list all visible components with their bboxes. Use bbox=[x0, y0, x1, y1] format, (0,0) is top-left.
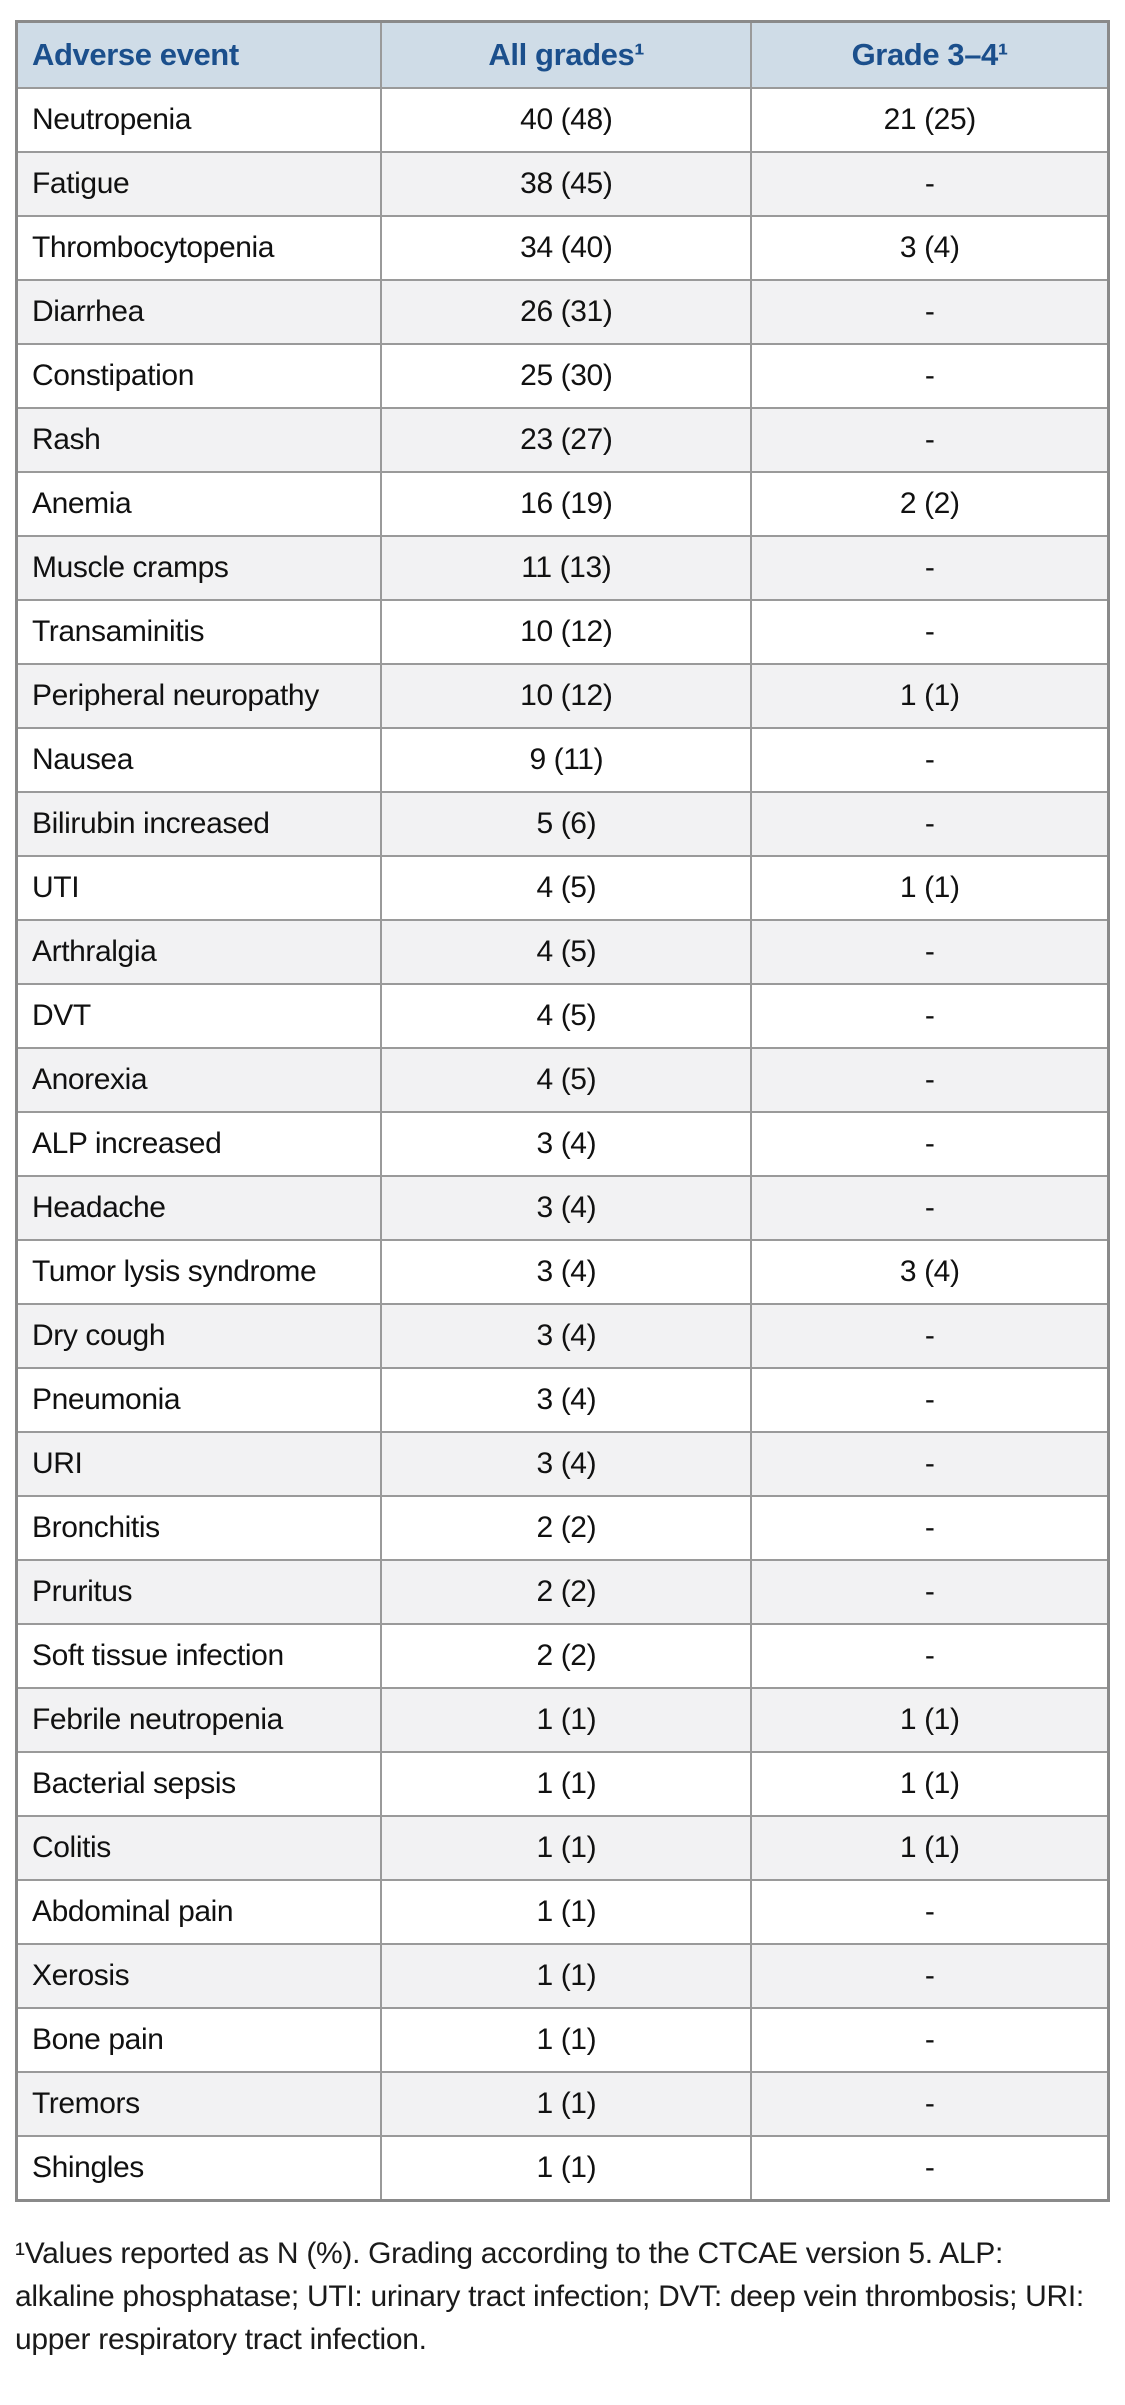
adverse-event-cell: Pruritus bbox=[17, 1560, 382, 1624]
all-grades-cell: 1 (1) bbox=[381, 2008, 751, 2072]
grade-3-4-cell: - bbox=[751, 1560, 1108, 1624]
all-grades-cell: 5 (6) bbox=[381, 792, 751, 856]
all-grades-cell: 3 (4) bbox=[381, 1432, 751, 1496]
table-row bbox=[17, 472, 1109, 536]
adverse-event-cell: Tumor lysis syndrome bbox=[17, 1240, 382, 1304]
grade-3-4-cell: 1 (1) bbox=[751, 1752, 1108, 1816]
grade-3-4-cell: - bbox=[751, 1112, 1108, 1176]
adverse-event-cell: Diarrhea bbox=[17, 280, 382, 344]
grade-3-4-cell: - bbox=[751, 2072, 1108, 2136]
adverse-event-cell: DVT bbox=[17, 984, 382, 1048]
grade-3-4-cell: - bbox=[751, 1368, 1108, 1432]
all-grades-cell: 4 (5) bbox=[381, 920, 751, 984]
grade-3-4-cell: 1 (1) bbox=[751, 664, 1108, 728]
all-grades-cell: 1 (1) bbox=[381, 2072, 751, 2136]
table-row bbox=[17, 536, 1109, 600]
table-row bbox=[17, 2136, 1109, 2201]
grade-3-4-cell: - bbox=[751, 1304, 1108, 1368]
table-row bbox=[17, 1880, 1109, 1944]
table-row bbox=[17, 1432, 1109, 1496]
table-row bbox=[17, 856, 1109, 920]
all-grades-cell: 10 (12) bbox=[381, 600, 751, 664]
grade-3-4-cell: - bbox=[751, 536, 1108, 600]
adverse-event-cell: Xerosis bbox=[17, 1944, 382, 2008]
adverse-event-cell: Transaminitis bbox=[17, 600, 382, 664]
grade-3-4-cell: - bbox=[751, 1496, 1108, 1560]
table-row bbox=[17, 88, 1109, 152]
table-row bbox=[17, 1368, 1109, 1432]
all-grades-cell: 38 (45) bbox=[381, 152, 751, 216]
all-grades-cell: 4 (5) bbox=[381, 984, 751, 1048]
adverse-event-cell: Dry cough bbox=[17, 1304, 382, 1368]
grade-3-4-cell: 1 (1) bbox=[751, 1816, 1108, 1880]
all-grades-cell: 23 (27) bbox=[381, 408, 751, 472]
all-grades-cell: 1 (1) bbox=[381, 1816, 751, 1880]
adverse-event-cell: Tremors bbox=[17, 2072, 382, 2136]
table-row bbox=[17, 664, 1109, 728]
all-grades-cell: 11 (13) bbox=[381, 536, 751, 600]
header-all-grades: All grades¹ bbox=[381, 22, 751, 89]
grade-3-4-cell: - bbox=[751, 2136, 1108, 2201]
all-grades-cell: 26 (31) bbox=[381, 280, 751, 344]
adverse-event-cell: Shingles bbox=[17, 2136, 382, 2201]
adverse-event-cell: Muscle cramps bbox=[17, 536, 382, 600]
table-row bbox=[17, 1816, 1109, 1880]
adverse-event-cell: Nausea bbox=[17, 728, 382, 792]
grade-3-4-cell: - bbox=[751, 1432, 1108, 1496]
adverse-event-cell: URI bbox=[17, 1432, 382, 1496]
adverse-event-cell: Soft tissue infection bbox=[17, 1624, 382, 1688]
grade-3-4-cell: - bbox=[751, 2008, 1108, 2072]
table-row bbox=[17, 728, 1109, 792]
all-grades-cell: 25 (30) bbox=[381, 344, 751, 408]
adverse-event-cell: Neutropenia bbox=[17, 88, 382, 152]
all-grades-cell: 2 (2) bbox=[381, 1496, 751, 1560]
grade-3-4-cell: - bbox=[751, 728, 1108, 792]
adverse-event-cell: Peripheral neuropathy bbox=[17, 664, 382, 728]
adverse-event-cell: Pneumonia bbox=[17, 1368, 382, 1432]
table-row bbox=[17, 1112, 1109, 1176]
all-grades-cell: 10 (12) bbox=[381, 664, 751, 728]
adverse-event-cell: Thrombocytopenia bbox=[17, 216, 382, 280]
all-grades-cell: 16 (19) bbox=[381, 472, 751, 536]
table-row bbox=[17, 2008, 1109, 2072]
adverse-event-cell: Anemia bbox=[17, 472, 382, 536]
grade-3-4-cell: 1 (1) bbox=[751, 856, 1108, 920]
adverse-events-table bbox=[15, 20, 1110, 2202]
adverse-event-cell: Colitis bbox=[17, 1816, 382, 1880]
all-grades-cell: 2 (2) bbox=[381, 1560, 751, 1624]
all-grades-cell: 1 (1) bbox=[381, 1880, 751, 1944]
grade-3-4-cell: - bbox=[751, 600, 1108, 664]
all-grades-cell: 1 (1) bbox=[381, 2136, 751, 2201]
all-grades-cell: 3 (4) bbox=[381, 1368, 751, 1432]
all-grades-cell: 4 (5) bbox=[381, 856, 751, 920]
header-grade-3-4: Grade 3–4¹ bbox=[751, 22, 1108, 89]
table-row bbox=[17, 1752, 1109, 1816]
all-grades-cell: 3 (4) bbox=[381, 1240, 751, 1304]
adverse-event-cell: Bone pain bbox=[17, 2008, 382, 2072]
table-row bbox=[17, 280, 1109, 344]
adverse-event-cell: Abdominal pain bbox=[17, 1880, 382, 1944]
header-adverse-event: Adverse event bbox=[17, 22, 382, 89]
grade-3-4-cell: 1 (1) bbox=[751, 1688, 1108, 1752]
adverse-event-cell: Bacterial sepsis bbox=[17, 1752, 382, 1816]
grade-3-4-cell: - bbox=[751, 344, 1108, 408]
all-grades-cell: 1 (1) bbox=[381, 1944, 751, 2008]
adverse-event-cell: Fatigue bbox=[17, 152, 382, 216]
grade-3-4-cell: - bbox=[751, 792, 1108, 856]
adverse-event-cell: Anorexia bbox=[17, 1048, 382, 1112]
grade-3-4-cell: 2 (2) bbox=[751, 472, 1108, 536]
adverse-event-cell: ALP increased bbox=[17, 1112, 382, 1176]
grade-3-4-cell: - bbox=[751, 152, 1108, 216]
all-grades-cell: 3 (4) bbox=[381, 1304, 751, 1368]
grade-3-4-cell: - bbox=[751, 280, 1108, 344]
all-grades-cell: 3 (4) bbox=[381, 1112, 751, 1176]
table-header bbox=[17, 22, 1109, 89]
grade-3-4-cell: - bbox=[751, 1048, 1108, 1112]
all-grades-cell: 3 (4) bbox=[381, 1176, 751, 1240]
table-footnote: ¹Values reported as N (%). Grading according to the CTCAE version 5. ALP: alkaline phosphatase; UTI: urinary tract infection; DVT: deep vein thrombosis; URI: upper respiratory tract infection. bbox=[15, 2237, 1084, 2356]
adverse-event-cell: UTI bbox=[17, 856, 382, 920]
all-grades-cell: 40 (48) bbox=[381, 88, 751, 152]
grade-3-4-cell: - bbox=[751, 1176, 1108, 1240]
table-row bbox=[17, 2072, 1109, 2136]
table-row bbox=[17, 152, 1109, 216]
table-row bbox=[17, 600, 1109, 664]
table-row bbox=[17, 1944, 1109, 2008]
all-grades-cell: 1 (1) bbox=[381, 1688, 751, 1752]
adverse-events-table-container bbox=[15, 20, 1110, 2202]
adverse-event-cell: Febrile neutropenia bbox=[17, 1688, 382, 1752]
all-grades-cell: 9 (11) bbox=[381, 728, 751, 792]
table-row bbox=[17, 920, 1109, 984]
grade-3-4-cell: - bbox=[751, 1880, 1108, 1944]
adverse-event-cell: Constipation bbox=[17, 344, 382, 408]
table-row bbox=[17, 792, 1109, 856]
table-row bbox=[17, 984, 1109, 1048]
table-row bbox=[17, 1688, 1109, 1752]
table-row bbox=[17, 344, 1109, 408]
table-row bbox=[17, 1048, 1109, 1112]
all-grades-cell: 4 (5) bbox=[381, 1048, 751, 1112]
all-grades-cell: 34 (40) bbox=[381, 216, 751, 280]
grade-3-4-cell: - bbox=[751, 920, 1108, 984]
table-row bbox=[17, 1240, 1109, 1304]
grade-3-4-cell: 3 (4) bbox=[751, 216, 1108, 280]
table-row bbox=[17, 1176, 1109, 1240]
table-row bbox=[17, 408, 1109, 472]
all-grades-cell: 1 (1) bbox=[381, 1752, 751, 1816]
adverse-event-cell: Arthralgia bbox=[17, 920, 382, 984]
table-row bbox=[17, 216, 1109, 280]
grade-3-4-cell: - bbox=[751, 1624, 1108, 1688]
table-row bbox=[17, 1496, 1109, 1560]
header-row bbox=[17, 22, 1109, 89]
table-row bbox=[17, 1624, 1109, 1688]
grade-3-4-cell: - bbox=[751, 984, 1108, 1048]
adverse-event-cell: Bilirubin increased bbox=[17, 792, 382, 856]
table-body bbox=[17, 88, 1109, 2201]
grade-3-4-cell: - bbox=[751, 1944, 1108, 2008]
grade-3-4-cell: 21 (25) bbox=[751, 88, 1108, 152]
all-grades-cell: 2 (2) bbox=[381, 1624, 751, 1688]
table-row bbox=[17, 1560, 1109, 1624]
table-row bbox=[17, 1304, 1109, 1368]
adverse-event-cell: Rash bbox=[17, 408, 382, 472]
adverse-event-cell: Headache bbox=[17, 1176, 382, 1240]
grade-3-4-cell: 3 (4) bbox=[751, 1240, 1108, 1304]
grade-3-4-cell: - bbox=[751, 408, 1108, 472]
adverse-event-cell: Bronchitis bbox=[17, 1496, 382, 1560]
